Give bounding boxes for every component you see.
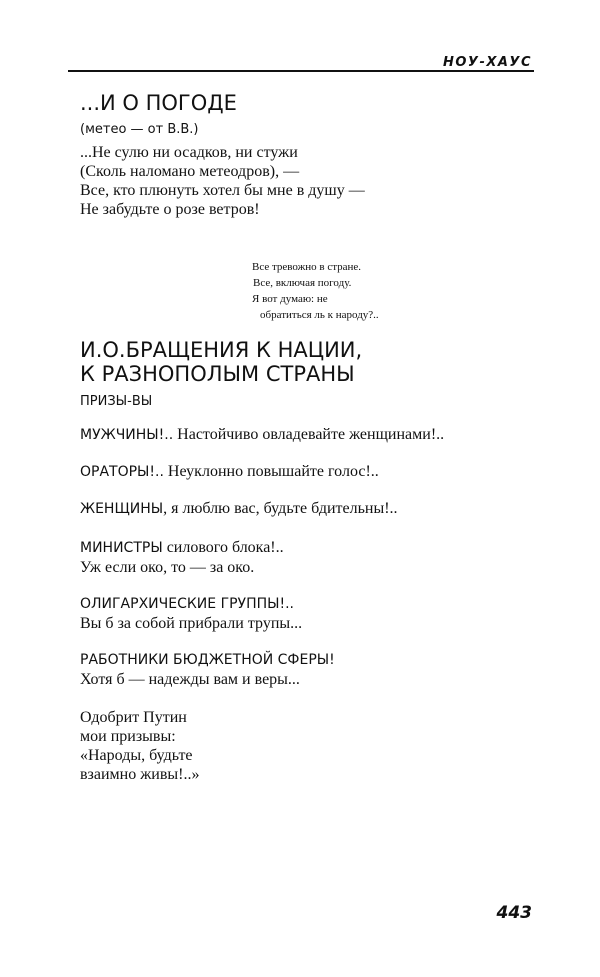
stanza-text: силового блока!.. [162, 539, 284, 556]
verse-line: Все, кто плюнуть хотел бы мне в душу — [80, 182, 365, 199]
stanza [80, 499, 398, 519]
epigraph-line: Все тревожно в стране. [252, 261, 362, 273]
closing-stanza [80, 708, 199, 784]
stanza-address: ОЛИГАРХИЧЕСКИЕ ГРУППЫ!.. [80, 596, 294, 612]
stanza-line: Хотя б — надежды вам и веры... [80, 671, 300, 688]
running-header: НОУ-ХАУС [443, 55, 532, 70]
stanza-address: ЖЕНЩИНЫ [80, 501, 164, 517]
verse-line: (Сколь наломано метеодров), — [80, 163, 300, 180]
closing-line: Одобрит Путин [80, 709, 187, 726]
stanza-text: , я люблю вас, будьте бдительны!.. [163, 500, 398, 517]
poem-subtitle: (метео — от В.В.) [80, 122, 199, 137]
epigraph-line: Все, включая погоду. [253, 277, 352, 289]
page-number: 443 [496, 903, 532, 923]
closing-line: мои призывы: [80, 728, 176, 745]
stanza-address: МУЖЧИНЫ!.. [80, 427, 174, 443]
closing-line: взаимно живы!..» [80, 766, 200, 783]
closing-line: «Народы, будьте [80, 747, 193, 764]
stanza-address: РАБОТНИКИ БЮДЖЕТНОЙ СФЕРЫ! [80, 652, 335, 668]
stanza-address: ОРАТОРЫ!.. [80, 464, 164, 480]
stanza [80, 594, 302, 633]
stanza [80, 462, 379, 482]
stanza-line: Уж если око, то — за око. [80, 559, 255, 576]
epigraph [252, 259, 379, 323]
epigraph-line: Я вот думаю: не [252, 293, 328, 305]
section-title-line: И.О.БРАЩЕНИЯ К НАЦИИ, [80, 338, 363, 362]
stanza [80, 425, 444, 445]
section-title-line: К РАЗНОПОЛЫМ СТРАНЫ [80, 362, 355, 386]
poem-body [80, 143, 365, 219]
stanza-line: Вы б за собой прибрали трупы... [80, 615, 303, 632]
stanza-text: Настойчиво овладевайте женщинами!.. [173, 426, 445, 443]
verse-line: ...Не сулю ни осадков, ни стужи [80, 144, 298, 161]
section-title [80, 338, 362, 386]
poem-title: ...И О ПОГОДЕ [80, 91, 237, 115]
verse-line: Не забудьте о розе ветров! [80, 201, 260, 218]
stanza-text: Неуклонно повышайте голос!.. [163, 463, 379, 480]
stanza [80, 650, 335, 689]
header-rule [68, 70, 534, 72]
epigraph-line: обратиться ль к народу?.. [260, 309, 379, 321]
section-subtitle: ПРИЗЫ-ВЫ [80, 394, 153, 409]
stanza-address: МИНИСТРЫ [80, 540, 163, 556]
stanza [80, 538, 284, 577]
